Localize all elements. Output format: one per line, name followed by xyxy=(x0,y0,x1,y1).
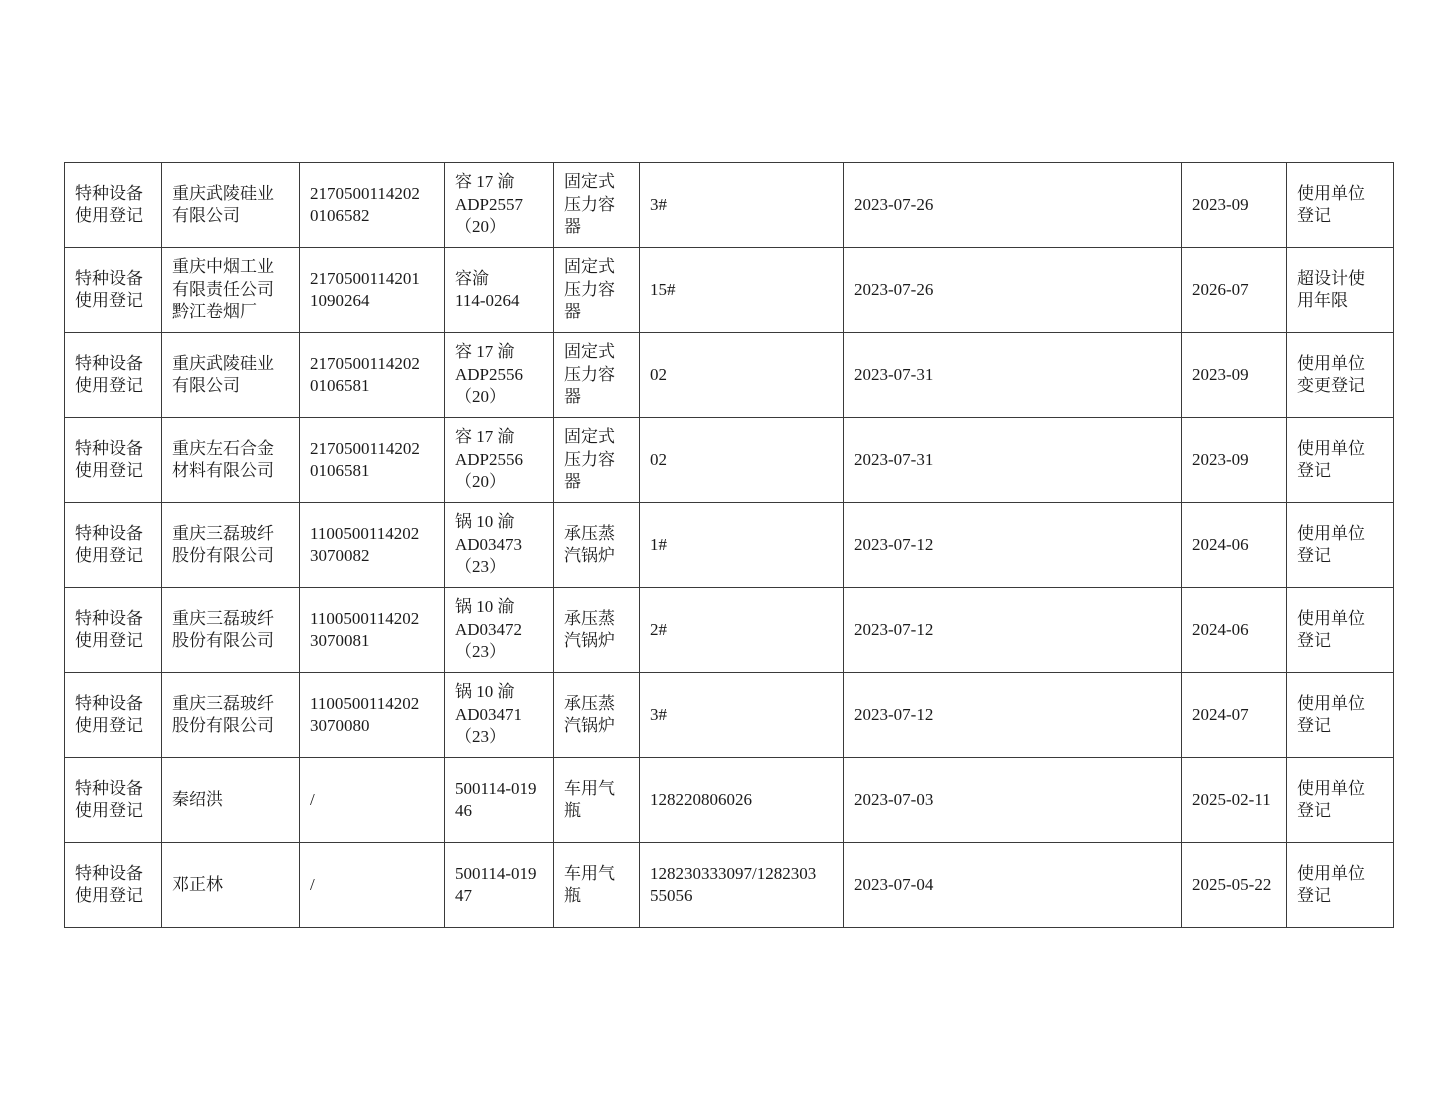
cell-text-line: 压力容 xyxy=(564,364,615,384)
cell-text-line: 使用单位 xyxy=(1297,183,1365,203)
cell-text-line: 47 xyxy=(455,886,472,905)
cell-text-line: 特种设备 xyxy=(75,693,143,713)
cell-text-line: 3# xyxy=(650,704,667,724)
registration-date-cell: 2023-07-26 xyxy=(844,163,1182,248)
equipment-category-cell xyxy=(554,673,640,758)
cell-text-line: 压力容 xyxy=(564,279,615,299)
cell-text-line: 车用气 xyxy=(564,778,615,798)
cell-text-line: 登记 xyxy=(1297,206,1331,225)
cell-text-line: 登记 xyxy=(1297,716,1331,735)
cell-text-line: 3070081 xyxy=(310,631,370,650)
next-inspection-date-cell: 2023-09 xyxy=(1182,333,1287,418)
cell-text-line: 使用单位 xyxy=(1297,438,1365,458)
equipment-type-cell xyxy=(65,503,162,588)
cell-text-line: 股份有限公司 xyxy=(172,716,274,735)
cell-text-line: 2170500114202 xyxy=(310,353,420,373)
cell-text-line: 登记 xyxy=(1297,886,1331,905)
internal-number-cell xyxy=(640,588,844,673)
using-unit-cell xyxy=(162,843,300,928)
cell-text-line: 1090264 xyxy=(310,291,370,310)
next-inspection-date-cell: 2023-09 xyxy=(1182,418,1287,503)
internal-number-cell xyxy=(640,418,844,503)
using-unit-cell xyxy=(162,758,300,843)
cell-text-line: 秦绍洪 xyxy=(172,789,223,809)
registration-reason-cell xyxy=(1287,503,1394,588)
using-unit-cell xyxy=(162,418,300,503)
cell-text-line: 容渝 xyxy=(455,268,489,288)
registration-reason-cell xyxy=(1287,588,1394,673)
cell-text-line: 2# xyxy=(650,619,667,639)
internal-number-cell xyxy=(640,248,844,333)
table-row xyxy=(65,843,1394,928)
next-inspection-date-cell: 2024-07 xyxy=(1182,673,1287,758)
cell-text-line: / xyxy=(310,874,315,894)
cell-text-line: 0106581 xyxy=(310,461,370,480)
cell-text-line: 使用单位 xyxy=(1297,608,1365,628)
equipment-type-cell xyxy=(65,248,162,333)
cell-text-line: 500114-019 xyxy=(455,778,537,798)
cell-text-line: 登记 xyxy=(1297,461,1331,480)
cell-text-line: 使用单位 xyxy=(1297,778,1365,798)
registration-code-cell xyxy=(300,333,445,418)
cell-text-line: 使用单位 xyxy=(1297,693,1365,713)
equipment-type-cell xyxy=(65,418,162,503)
equipment-category-cell xyxy=(554,503,640,588)
table-row xyxy=(65,418,1394,503)
equipment-type-cell xyxy=(65,333,162,418)
cell-text-line: 特种设备 xyxy=(75,268,143,288)
registration-reason-cell xyxy=(1287,673,1394,758)
registration-code-cell xyxy=(300,588,445,673)
equipment-type-cell xyxy=(65,588,162,673)
cell-text-line: 2170500114202 xyxy=(310,183,420,203)
registration-reason-cell xyxy=(1287,418,1394,503)
using-unit-cell xyxy=(162,248,300,333)
cell-text-line: 器 xyxy=(564,387,581,407)
registration-date-cell: 2023-07-12 xyxy=(844,673,1182,758)
cell-text-line: 特种设备 xyxy=(75,863,143,883)
using-unit-cell xyxy=(162,163,300,248)
cell-text-line: 15# xyxy=(650,279,676,299)
cell-text-line: 压力容 xyxy=(564,194,615,214)
cell-text-line: 锅 10 渝 xyxy=(455,682,515,702)
cell-text-line: AD03473 xyxy=(455,534,523,554)
cell-text-line: 容 17 渝 xyxy=(455,427,515,447)
registration-code-cell xyxy=(300,503,445,588)
next-inspection-date-cell: 2026-07 xyxy=(1182,248,1287,333)
equipment-category-cell xyxy=(554,843,640,928)
cell-text-line: 锅 10 渝 xyxy=(455,597,515,617)
cell-text-line: 0106582 xyxy=(310,206,370,225)
cell-text-line: （20） xyxy=(455,472,506,492)
cell-text-line: 承压蒸 xyxy=(564,693,615,713)
cell-text-line: 有限公司 xyxy=(172,206,240,225)
cell-text-line: 500114-019 xyxy=(455,863,537,883)
cell-text-line: 容 17 渝 xyxy=(455,172,515,192)
certificate-number-cell xyxy=(445,588,554,673)
cell-text-line: 2170500114201 xyxy=(310,268,420,288)
cell-text-line: 使用单位 xyxy=(1297,523,1365,543)
next-inspection-date-cell: 2024-06 xyxy=(1182,503,1287,588)
cell-text-line: 特种设备 xyxy=(75,183,143,203)
cell-text-line: 汽锅炉 xyxy=(564,716,615,735)
internal-number-cell xyxy=(640,333,844,418)
cell-text-line: 重庆武陵硅业 xyxy=(172,353,274,373)
certificate-number-cell xyxy=(445,843,554,928)
cell-text-line: 登记 xyxy=(1297,631,1331,650)
cell-text-line: 2170500114202 xyxy=(310,438,420,458)
cell-text-line: 器 xyxy=(564,472,581,492)
cell-text-line: 128220806026 xyxy=(650,789,752,809)
cell-text-line: 变更登记 xyxy=(1297,376,1365,395)
equipment-category-cell xyxy=(554,333,640,418)
registration-code-cell xyxy=(300,248,445,333)
cell-text-line: 特种设备 xyxy=(75,438,143,458)
equipment-category-cell xyxy=(554,163,640,248)
using-unit-cell xyxy=(162,673,300,758)
cell-text-line: 使用登记 xyxy=(75,206,143,225)
cell-text-line: 使用登记 xyxy=(75,716,143,735)
cell-text-line: 3# xyxy=(650,194,667,214)
table-row xyxy=(65,503,1394,588)
registration-code-cell xyxy=(300,843,445,928)
table-row xyxy=(65,588,1394,673)
registration-date-cell: 2023-07-04 xyxy=(844,843,1182,928)
cell-text-line: 使用登记 xyxy=(75,546,143,565)
cell-text-line: 固定式 xyxy=(564,257,615,277)
internal-number-cell xyxy=(640,163,844,248)
cell-text-line: 特种设备 xyxy=(75,353,143,373)
next-inspection-date-cell: 2023-09 xyxy=(1182,163,1287,248)
certificate-number-cell xyxy=(445,503,554,588)
cell-text-line: 有限公司 xyxy=(172,376,240,395)
cell-text-line: AD03471 xyxy=(455,704,523,724)
cell-text-line: 3070082 xyxy=(310,546,370,565)
registration-code-cell xyxy=(300,673,445,758)
cell-text-line: 瓶 xyxy=(564,801,581,820)
cell-text-line: （23） xyxy=(455,557,506,577)
cell-text-line: 55056 xyxy=(650,886,693,905)
cell-text-line: 02 xyxy=(650,364,667,384)
cell-text-line: 使用登记 xyxy=(75,376,143,395)
equipment-type-cell xyxy=(65,673,162,758)
cell-text-line: 使用单位 xyxy=(1297,863,1365,883)
registration-reason-cell xyxy=(1287,333,1394,418)
cell-text-line: 黔江卷烟厂 xyxy=(172,302,257,322)
internal-number-cell xyxy=(640,758,844,843)
cell-text-line: 固定式 xyxy=(564,427,615,447)
cell-text-line: 固定式 xyxy=(564,342,615,362)
cell-text-line: 1100500114202 xyxy=(310,523,420,543)
cell-text-line: 使用单位 xyxy=(1297,353,1365,373)
registration-date-cell: 2023-07-12 xyxy=(844,503,1182,588)
cell-text-line: 邓正林 xyxy=(172,874,223,894)
cell-text-line: 器 xyxy=(564,217,581,237)
cell-text-line: 固定式 xyxy=(564,172,615,192)
cell-text-line: 重庆中烟工业 xyxy=(172,257,274,277)
cell-text-line: 器 xyxy=(564,302,581,322)
using-unit-cell xyxy=(162,588,300,673)
cell-text-line: ADP2557 xyxy=(455,194,524,214)
cell-text-line: AD03472 xyxy=(455,619,523,639)
cell-text-line: （23） xyxy=(455,727,506,747)
equipment-type-cell xyxy=(65,163,162,248)
cell-text-line: 汽锅炉 xyxy=(564,631,615,650)
registration-date-cell: 2023-07-31 xyxy=(844,333,1182,418)
internal-number-cell xyxy=(640,503,844,588)
cell-text-line: 股份有限公司 xyxy=(172,546,274,565)
cell-text-line: 使用登记 xyxy=(75,291,143,310)
internal-number-cell xyxy=(640,673,844,758)
cell-text-line: 用年限 xyxy=(1297,291,1348,310)
registration-code-cell xyxy=(300,758,445,843)
table-row xyxy=(65,758,1394,843)
cell-text-line: （23） xyxy=(455,642,506,662)
table-row xyxy=(65,333,1394,418)
cell-text-line: 特种设备 xyxy=(75,778,143,798)
registration-reason-cell xyxy=(1287,248,1394,333)
cell-text-line: 0106581 xyxy=(310,376,370,395)
cell-text-line: 1100500114202 xyxy=(310,608,420,628)
cell-text-line: 使用登记 xyxy=(75,801,143,820)
cell-text-line: 128230333097/1282303 xyxy=(650,863,817,883)
cell-text-line: / xyxy=(310,789,315,809)
cell-text-line: 重庆左石合金 xyxy=(172,438,274,458)
cell-text-line: 汽锅炉 xyxy=(564,546,615,565)
next-inspection-date-cell: 2024-06 xyxy=(1182,588,1287,673)
table-body xyxy=(65,163,1394,928)
cell-text-line: 114-0264 xyxy=(455,291,520,310)
cell-text-line: 使用登记 xyxy=(75,461,143,480)
cell-text-line: 1# xyxy=(650,534,667,554)
registration-date-cell: 2023-07-03 xyxy=(844,758,1182,843)
cell-text-line: 重庆三磊玻纤 xyxy=(172,693,274,713)
registration-reason-cell xyxy=(1287,843,1394,928)
registration-date-cell: 2023-07-26 xyxy=(844,248,1182,333)
cell-text-line: 锅 10 渝 xyxy=(455,512,515,532)
table-row xyxy=(65,673,1394,758)
equipment-type-cell xyxy=(65,758,162,843)
cell-text-line: ADP2556 xyxy=(455,364,524,384)
cell-text-line: （20） xyxy=(455,387,506,407)
cell-text-line: 超设计使 xyxy=(1297,268,1365,288)
cell-text-line: 02 xyxy=(650,449,667,469)
cell-text-line: 车用气 xyxy=(564,863,615,883)
equipment-category-cell xyxy=(554,758,640,843)
cell-text-line: 3070080 xyxy=(310,716,370,735)
cell-text-line: 有限责任公司 xyxy=(172,279,274,299)
equipment-type-cell xyxy=(65,843,162,928)
cell-text-line: 重庆三磊玻纤 xyxy=(172,608,274,628)
cell-text-line: （20） xyxy=(455,217,506,237)
cell-text-line: 使用登记 xyxy=(75,886,143,905)
cell-text-line: 46 xyxy=(455,801,472,820)
next-inspection-date-cell: 2025-05-22 xyxy=(1182,843,1287,928)
cell-text-line: 承压蒸 xyxy=(564,608,615,628)
certificate-number-cell xyxy=(445,163,554,248)
using-unit-cell xyxy=(162,333,300,418)
next-inspection-date-cell: 2025-02-11 xyxy=(1182,758,1287,843)
cell-text-line: 登记 xyxy=(1297,801,1331,820)
cell-text-line: 压力容 xyxy=(564,449,615,469)
registration-date-cell: 2023-07-31 xyxy=(844,418,1182,503)
cell-text-line: 特种设备 xyxy=(75,608,143,628)
certificate-number-cell xyxy=(445,248,554,333)
cell-text-line: 登记 xyxy=(1297,546,1331,565)
equipment-category-cell xyxy=(554,418,640,503)
cell-text-line: 重庆三磊玻纤 xyxy=(172,523,274,543)
certificate-number-cell xyxy=(445,418,554,503)
registration-table xyxy=(64,162,1394,928)
cell-text-line: 承压蒸 xyxy=(564,523,615,543)
certificate-number-cell xyxy=(445,673,554,758)
registration-code-cell xyxy=(300,163,445,248)
equipment-category-cell xyxy=(554,248,640,333)
internal-number-cell xyxy=(640,843,844,928)
registration-reason-cell xyxy=(1287,758,1394,843)
using-unit-cell xyxy=(162,503,300,588)
cell-text-line: 重庆武陵硅业 xyxy=(172,183,274,203)
cell-text-line: 1100500114202 xyxy=(310,693,420,713)
cell-text-line: 使用登记 xyxy=(75,631,143,650)
cell-text-line: 容 17 渝 xyxy=(455,342,515,362)
table-row xyxy=(65,248,1394,333)
cell-text-line: 特种设备 xyxy=(75,523,143,543)
certificate-number-cell xyxy=(445,333,554,418)
cell-text-line: 材料有限公司 xyxy=(172,461,274,480)
cell-text-line: 股份有限公司 xyxy=(172,631,274,650)
certificate-number-cell xyxy=(445,758,554,843)
cell-text-line: ADP2556 xyxy=(455,449,524,469)
cell-text-line: 瓶 xyxy=(564,886,581,905)
table-row xyxy=(65,163,1394,248)
registration-date-cell: 2023-07-12 xyxy=(844,588,1182,673)
registration-reason-cell xyxy=(1287,163,1394,248)
registration-code-cell xyxy=(300,418,445,503)
equipment-category-cell xyxy=(554,588,640,673)
